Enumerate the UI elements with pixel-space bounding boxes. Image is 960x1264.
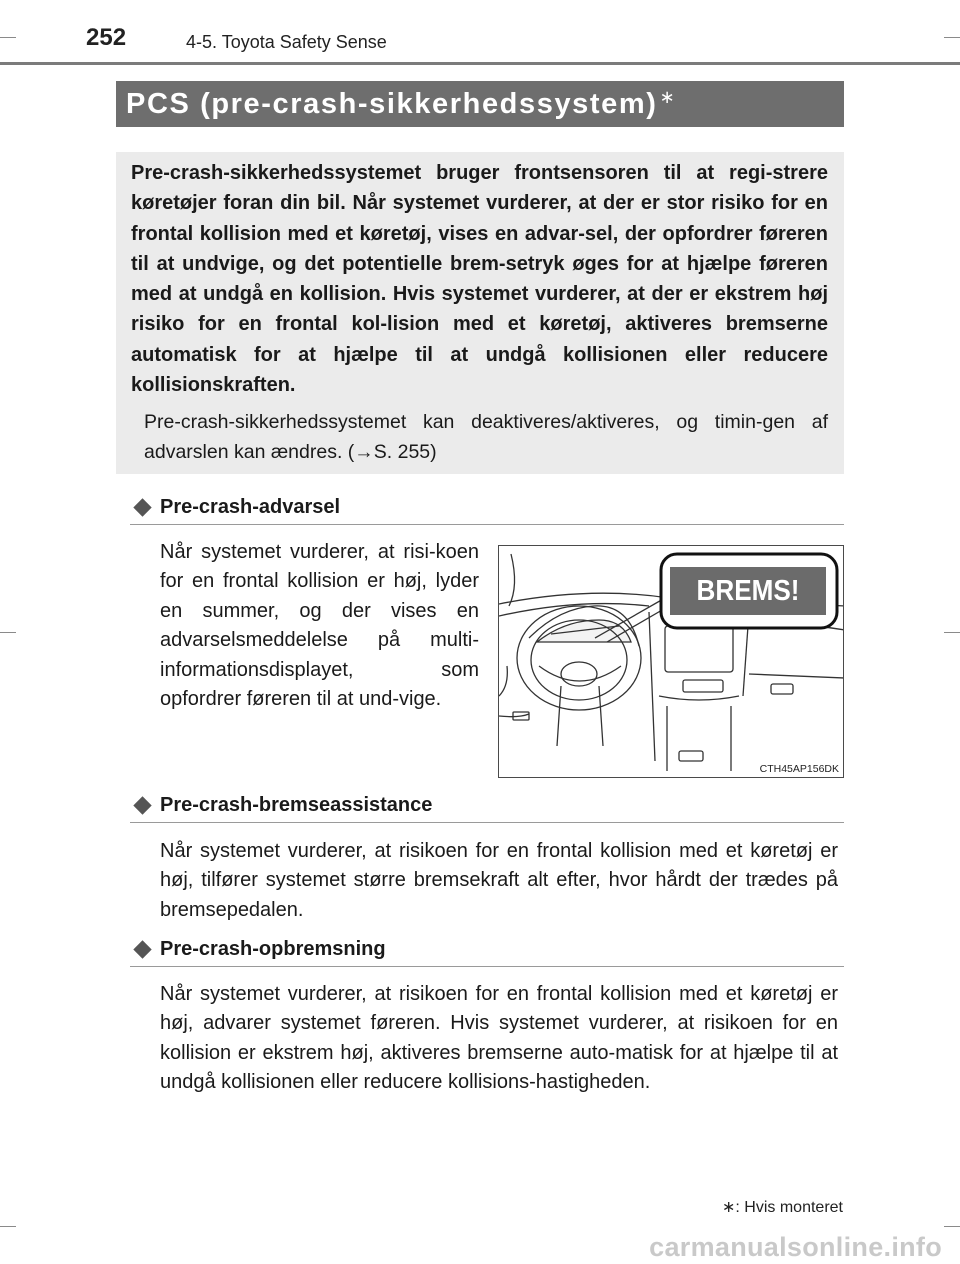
section-heading-label: Pre-crash-opbremsning [160,938,386,960]
section-heading-label: Pre-crash-bremseassistance [160,794,433,816]
figure-code: CTH45AP156DK [759,763,839,775]
section-title: 4-5. Toyota Safety Sense [186,32,387,52]
intro-note: Pre-crash-sikkerhedssystemet kan deaktiveres/aktiveres, og timin-gen af advarslen kan ændres. (→S. 255) [144,411,828,464]
crop-mark [0,1226,16,1227]
diamond-bullet-icon [133,498,151,516]
intro-paragraph: Pre-crash-sikkerhedssystemet bruger frontsensoren til at regi-strere køretøjer foran din bil. Når systemet vurderer, at der er stor risiko for en frontal kollision med et køretøj, vises en advar-sel, der opfordrer føreren til at undvige, og det potentielle brem-setryk øges for at hjælpe føreren med at undgå en kollision. Hvis systemet vurderer, at der er ekstrem høj risiko for en frontal kol-lision med et køretøj, aktiveres bremserne automatisk for at hjælpe til at undgå kollisionen eller reducere kollisionskraften. [131,162,828,397]
crop-mark [944,632,960,633]
section-heading-label: Pre-crash-advarsel [160,496,341,518]
page-number: 252 [86,24,127,51]
intro-box [116,152,844,474]
dashboard-illustration [498,545,844,778]
crop-mark [944,1226,960,1227]
section-body-advarsel: Når systemet vurderer, at risi-koen for en frontal kollision er høj, lyder en summer, og der vises en advarselsmeddelelse på multi-informationsdisplayet, som opfordrer føreren til at und-vige. [160,541,479,711]
header-rule [0,62,960,65]
footnote-mark: ∗ [659,87,675,107]
crop-mark [0,37,16,38]
crop-mark [944,37,960,38]
section-heading-opbremsning [130,938,844,967]
crop-mark [0,632,16,633]
brems-warning-text: BREMS! [696,575,800,607]
section-body-opbremsning: Når systemet vurderer, at risikoen for en frontal kollision med et køretøj er høj, advarer systemet føreren. Hvis systemet vurderer, at risikoen for en kollision er ekstrem høj, aktiveres bremserne auto-matisk for at hjælpe til at undgå kollisionen eller reducere kollisions-hastigheden. [160,983,838,1094]
diamond-bullet-icon [133,940,151,958]
title-bar [116,81,844,127]
watermark: carmanualsonline.info [649,1232,942,1262]
section-heading-bremseassistance [130,794,844,823]
diamond-bullet-icon [133,796,151,814]
footnote: ∗: Hvis monteret [722,1199,843,1216]
section-body-bremseassistance: Når systemet vurderer, at risikoen for en frontal kollision med et køretøj er høj, tilfører systemet større bremsekraft alt efter, hvor hårdt der trædes på bremsepedalen. [160,840,838,921]
section-heading-advarsel [130,496,844,525]
page-title: PCS (pre-crash-sikkerhedssystem) [126,88,658,120]
